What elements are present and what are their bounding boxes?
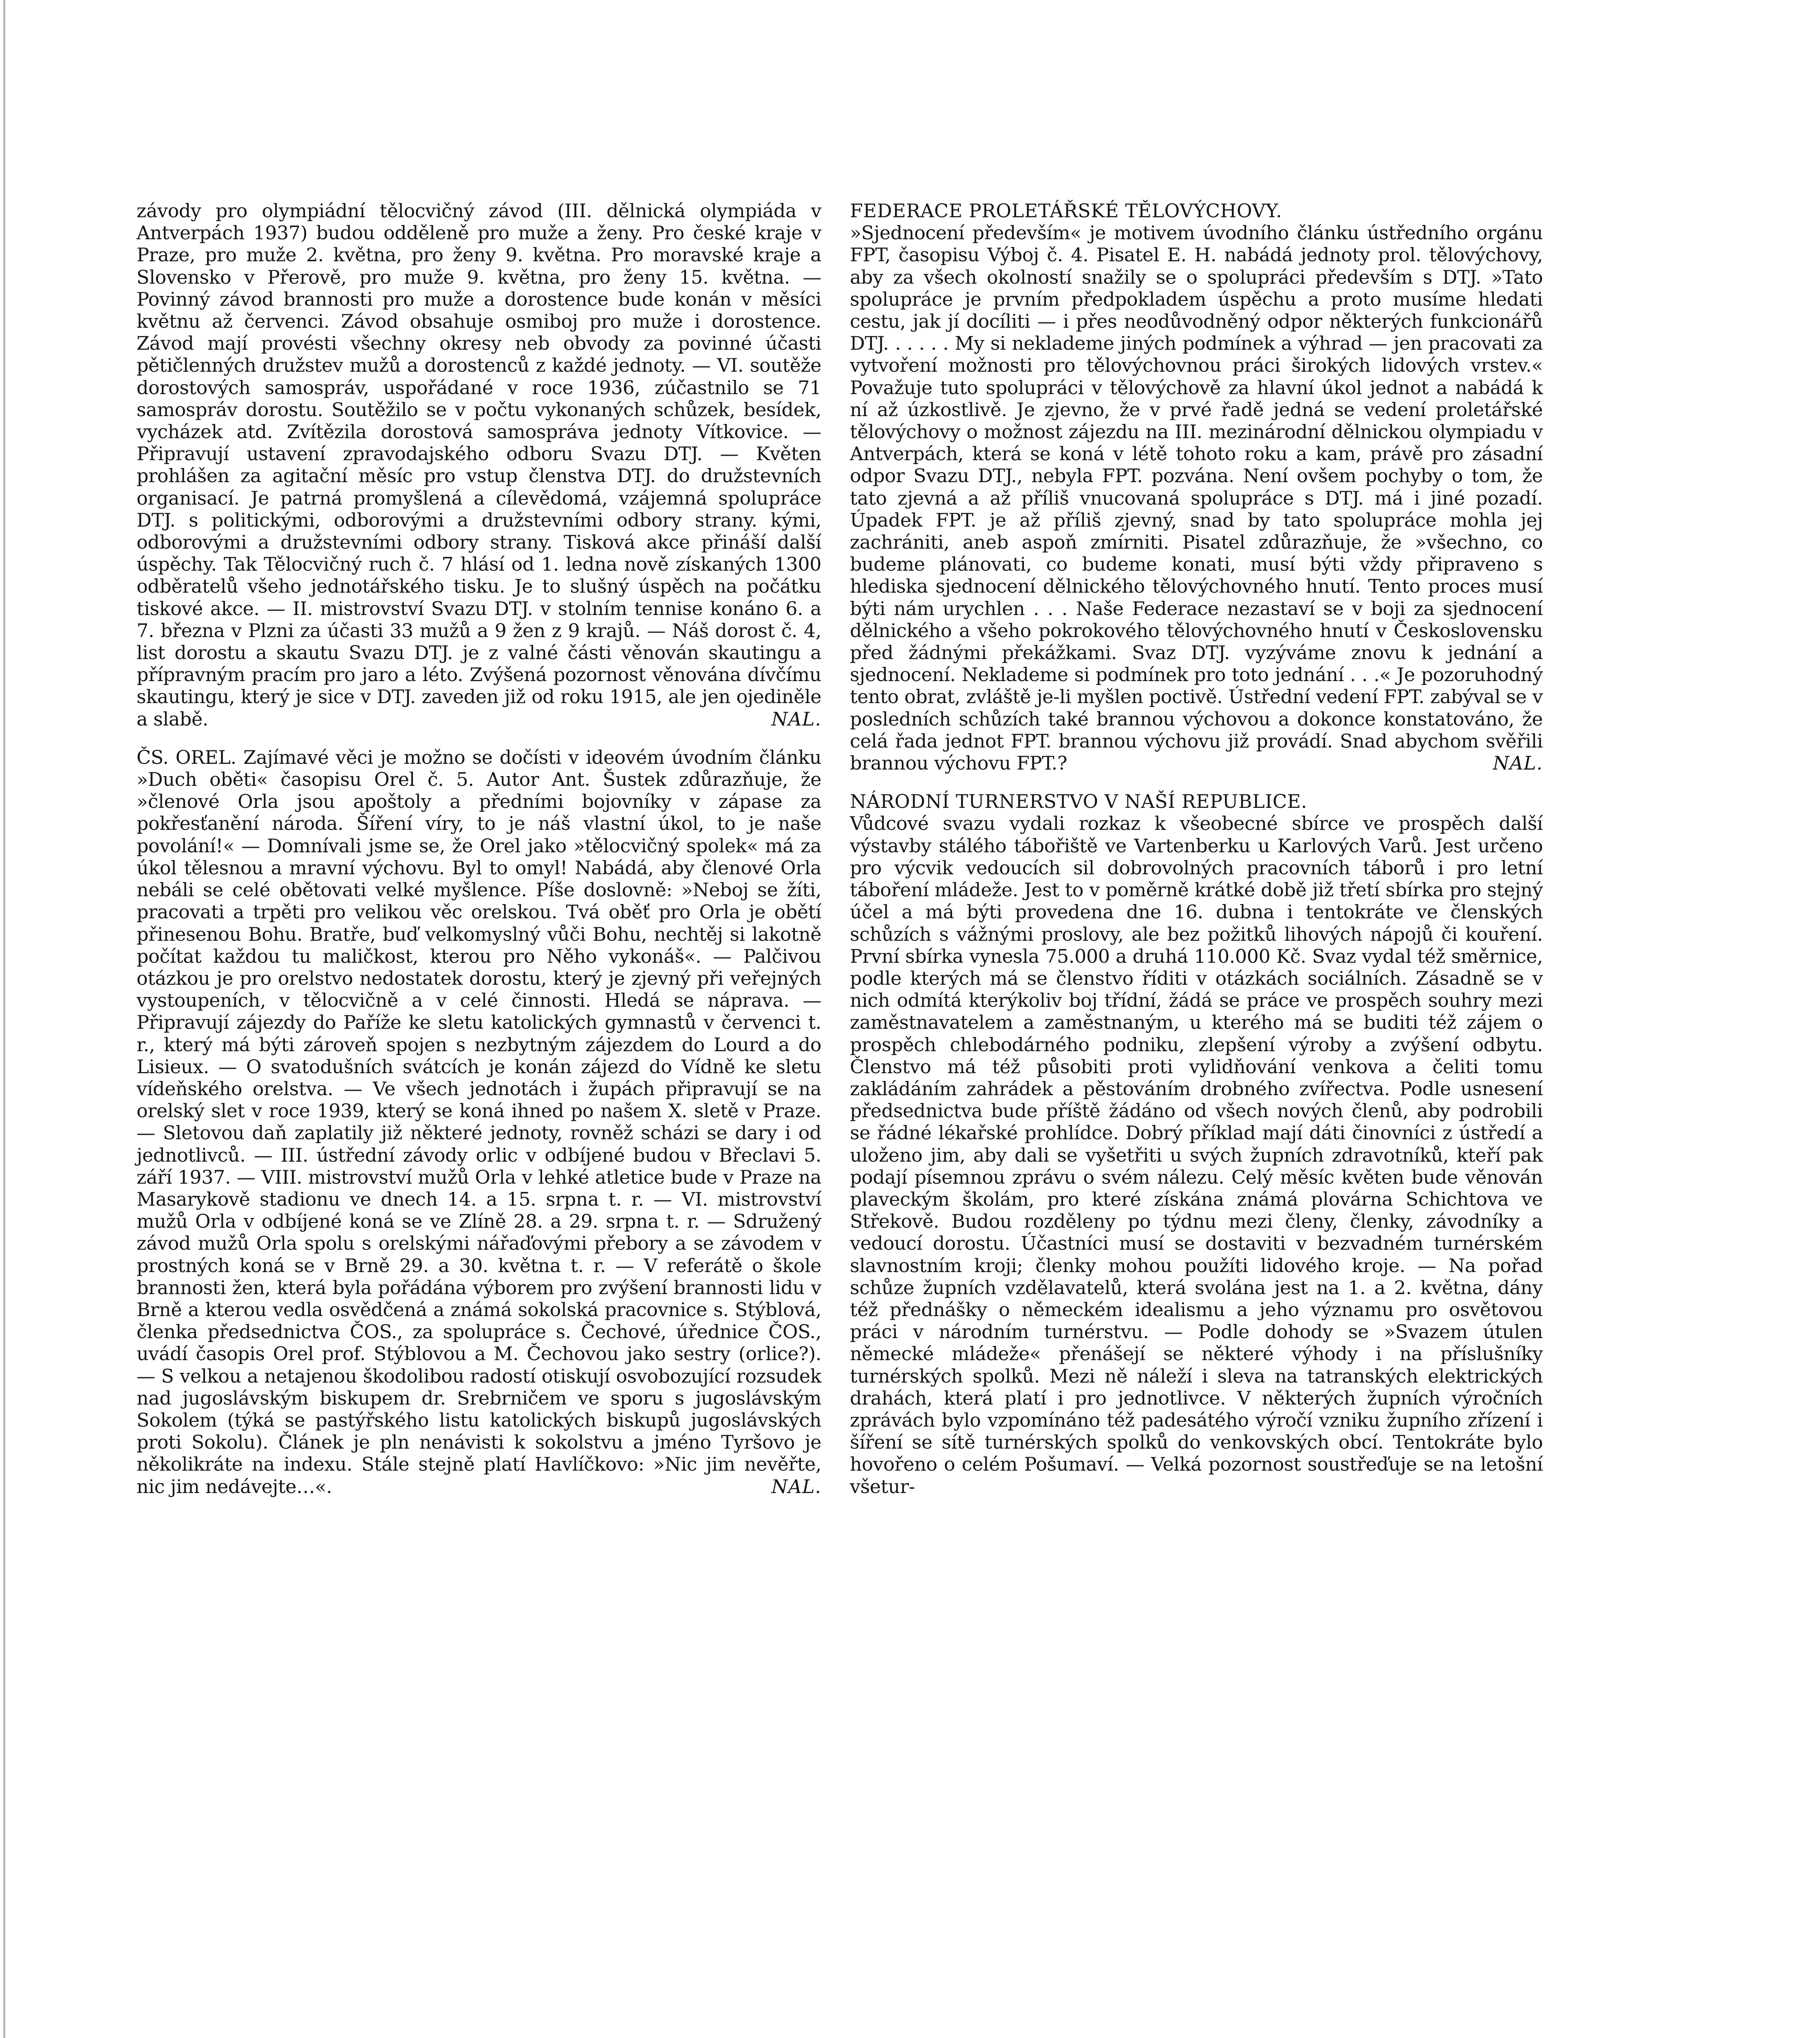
article-turnerstvo-text: Vůdcové svazu vydali rozkaz k všeobecné sbírce ve prospěch další výstavby stálého tábořiště ve Vartenberku u Karlových Varů. Jest určeno pro výcvik vedoucích sil dobrovolných pracovních táborů i pro letní táboření mládeže. Jest to v poměrně krátké době již třetí sbírka pro stejný účel a má býti provedena dne 16. dubna i tentokráte ve členských schůzích s vážnými proslovy, ale bez požitků lihových nápojů či kouření. První sbírka vynesla 75.000 a druhá 110.000 Kč. Svaz vydal též směrnice, podle kterých má se členstvo říditi v otázkách sociálních. Zásadně se v nich odmítá kterýkoliv boj třídní, žádá se práce ve prospěch souhry mezi zaměstnavatelem a zaměstnaným, u kterého má se buditi též zájem o prospěch chlebodárného podniku, zlepšení výroby a zvýšení odbytu. Členstvo má též působiti proti vylidňování venkova a čeliti tomu zakládáním zahrádek a pěstováním drobného zvířectva. Podle usnesení předsednictva bude příště žádáno od všech nových členů, aby podrobili se řádné lékařské prohlídce. Dobrý příklad mají dáti činovníci z ústředí a uloženo jim, aby dali se vyšetřiti u svých župních zdravotníků, kteří pak podají písemnou zprávu o svém nálezu. Celý měsíc květen bude věnován plaveckým školám, pro které získána známá plovárna Schichtova ve Střekově. Budou rozděleny po týdnu mezi členy, členky, závodníky a vedoucí dorostu. Účastníci musí se dostaviti v bezvadném turnérském slavnostním kroji; členky mohou použíti lidového kroje. — Na pořad schůze župních vzdělavatelů, která svolána jest na 1. a 2. května, dány též přednášky o německém idealismu a jeho významu pro osvětovou práci v národním turnérstvu. — Podle dohody se »Svazem útulen německé mládeže« přenášejí se některé výhody i na příslušníky turnérských spolků. Mezi ně náleží i sleva na tatranských elektrických drahách, která platí i pro jednotlivce. V některých župních výročních zprávách bylo vzpomínáno též padesátého výročí vzniku župního zřízení i šíření se sítě turnérských spolků do venkovských obcí. Tentokráte bylo hovořeno o celém Pošumaví. — Velká pozornost soustřeďuje se na letošní všetur-: [850, 812, 1543, 1498]
article-fpt-signature: NAL.: [1493, 752, 1543, 774]
section-heading-turnerstvo: NÁRODNÍ TURNERSTVO V NAŠÍ REPUBLICE.: [850, 790, 1307, 813]
article-cs-orel: [137, 746, 821, 1498]
article-dtj: [137, 200, 821, 730]
right-column: [850, 200, 1543, 1514]
article-turnerstvo: [850, 812, 1543, 1497]
article-fpt-text: »Sjednocení především« je motivem úvodního článku ústředního orgánu FPT, časopisu Výboj č. 4. Pisatel E. H. nabádá jednoty prol. tělovýchovy, aby za všech okolností snažily se o spolupráci především s DTJ. »Tato spolupráce je prvním předpokladem úspěchu a proto musíme hledati cestu, jak jí docíliti — i přes neodůvodněný odpor některých funkcionářů DTJ. . . . . . My si neklademe jiných podmínek a výhrad — jen pracovati za vytvoření možnosti pro tělovýchovnou práci širokých lidových vrstev.« Považuje tuto spolupráci v tělovýchově za hlavní úkol jednot a nabádá k ní až úzkostlivě. Je zjevno, že v prvé řadě jedná se vedení proletářské tělovýchovy o možnost zájezdu na III. mezinárodní dělnickou olympiadu v Antverpách, která se koná v létě tohoto roku a kam, právě pro zásadní odpor Svazu DTJ., nebyla FPT. pozvána. Není ovšem pochyby o tom, že tato zjevná a až příliš vnucovaná spolupráce s DTJ. má i jiné pozadí. Úpadek FPT. je až příliš zjevný, snad by tato spolupráce mohla jej zachrániti, aneb aspoň zmírniti. Pisatel zdůrazňuje, že »všechno, co budeme plánovati, co budeme konati, musí býti vždy připraveno s hlediska sjednocení dělnického tělovýchovného hnutí. Tento proces musí býti nám urychlen . . . Naše Federace nezastaví se v boji za sjednocení dělnického a všeho pokrokového tělovýchovného hnutí v Československu před žádnými překážkami. Svaz DTJ. vyzýváme znovu k jednání a sjednocení. Neklademe si podmínek pro toto jednání . . .« Je pozoruhodný tento obrat, zvláště je-li myšlen poctivě. Ústřední vedení FPT. zabýval se v posledních schůzích také brannou výchovou a dokonce konstatováno, že celá řada jednot FPT. brannou výchovu již provádí. Snad abychom svěřili brannou výchovu FPT.?: [850, 222, 1543, 774]
article-cs-orel-text: ČS. OREL. Zajímavé věci je možno se dočísti v ideovém úvodním článku »Duch oběti« časopisu Orel č. 5. Autor Ant. Šustek zdůrazňuje, že »členové Orla jsou apoštoly a předními bojovníky v zápase za pokřesťanění národa. Šíření víry, to je náš vlastní úkol, to je naše povolání!« — Domnívali jsme se, že Orel jako »tělocvičný spolek« má za úkol tělesnou a mravní výchovu. Byl to omyl! Nabádá, aby členové Orla nebáli se celé obětovati velké myšlence. Píše doslovně: »Neboj se žíti, pracovati a trpěti pro velikou věc orelskou. Tvá oběť pro Orla je obětí přinesenou Bohu. Bratře, buď velkomyslný vůči Bohu, nechtěj si lakotně počítat každou tu maličkost, kterou pro Něho vykonáš«. — Palčivou otázkou je pro orelstvo nedostatek dorostu, který je zjevný při veřejných vystoupeních, v tělocvičně a v celé činnosti. Hledá se náprava. — Připravují zájezdy do Paříže ke sletu katolických gymnastů v červenci t. r., který má býti zároveň spojen s nezbytným zájezdem do Lourd a do Lisieux. — O svatodušních svátcích je konán zájezd do Vídně ke sletu vídeňského orelstva. — Ve všech jednotách i župách připravují se na orelský slet v roce 1939, který se koná ihned po našem X. sletě v Praze. — Sletovou daň zaplatily již některé jednoty, rovněž scházi se dary i od jednotlivců. — III. ústřední závody orlic v odbíjené budou v Břeclavi 5. září 1937. — VIII. mistrovství mužů Orla v lehké atletice bude v Praze na Masarykově stadionu ve dnech 14. a 15. srpna t. r. — VI. mistrovství mužů Orla v odbíjené koná se ve Zlíně 28. a 29. srpna t. r. — Sdružený závod mužů Orla spolu s orelskými nářaďovými přebory a se závodem v prostných koná se v Brně 29. a 30. května t. r. — V referátě o škole brannosti žen, která byla pořádána výborem pro zvýšení brannosti lidu v Brně a kterou vedla osvědčená a známá sokolská pracovnice s. Stýblová, členka předsednictva ČOS., za spolupráce s. Čechové, úřednice ČOS., uvádí časopis Orel prof. Stýblovou a M. Čechovou jako sestry (orlice?). — S velkou a netajenou škodolibou radostí otiskují osvobozující rozsudek nad jugoslávským biskupem dr. Srebrničem ve sporu s jugoslávským Sokolem (týká se pastýřského listu katolických biskupů jugoslávských proti Sokolu). Článek je pln nenávisti k sokolstvu a jméno Tyršovo je několikráte na indexu. Stále stejně platí Havlíčkovo: »Nic jim nevěřte, nic jim nedávejte…«.: [137, 746, 821, 1498]
article-dtj-text: závody pro olympiádní tělocvičný závod (III. dělnická olympiáda v Antverpách 1937) budou odděleně pro muže a ženy. Pro české kraje v Praze, pro muže 2. května, pro ženy 9. května. Pro moravské kraje a Slovensko v Přerově, pro muže 9. května, pro ženy 15. května. — Povinný závod brannosti pro muže a dorostence bude konán v měsíci květnu až červenci. Závod obsahuje osmiboj pro muže i dorostence. Závod mají provésti všechny okresy neb obvody za povinné účasti pětičlenných družstev mužů a dorostenců z každé jednoty. — VI. soutěže dorostových samospráv, uspořádané v roce 1936, zúčastnilo se 71 samospráv dorostu. Soutěžilo se v počtu vykonaných schůzek, besídek, vycházek atd. Zvítězila dorostová samospráva jednoty Vítkovice. — Připravují ustavení zpravodajského odboru Svazu DTJ. — Květen prohlášen za agitační měsíc pro vstup členstva DTJ. do družstevních organisací. Je patrná promyšlená a cílevědomá, vzájemná spolupráce DTJ. s politickými, odborovými a družstevními odbory strany. kými, odborovými a družstevními odbory strany. Tisková akce přináší další úspěchy. Tak Tělocvičný ruch č. 7 hlásí od 1. ledna nově získaných 1300 odběratelů všeho jednotářského tisku. Je to slušný úspěch na počátku tiskové akce. — II. mistrovství Svazu DTJ. v stolním tennise konáno 6. a 7. března v Plzni za účasti 33 mužů a 9 žen z 9 krajů. — Náš dorost č. 4, list dorostu a skautu Svazu DTJ. je z valné části věnován skautingu a přípravným pracím pro jaro a léto. Zvýšená pozornost věnována dívčímu skautingu, který je sice v DTJ. zaveden již od roku 1915, ale jen ojediněle a slabě.: [137, 200, 821, 730]
article-fpt: [850, 222, 1543, 774]
article-cs-orel-signature: NAL.: [771, 1475, 821, 1498]
scan-edge-left: [3, 0, 5, 2038]
left-column: [137, 200, 821, 1514]
section-heading-fpt: FEDERACE PROLETÁŘSKÉ TĚLOVÝCHOVY.: [850, 200, 1282, 222]
article-dtj-signature: NAL.: [771, 708, 821, 730]
